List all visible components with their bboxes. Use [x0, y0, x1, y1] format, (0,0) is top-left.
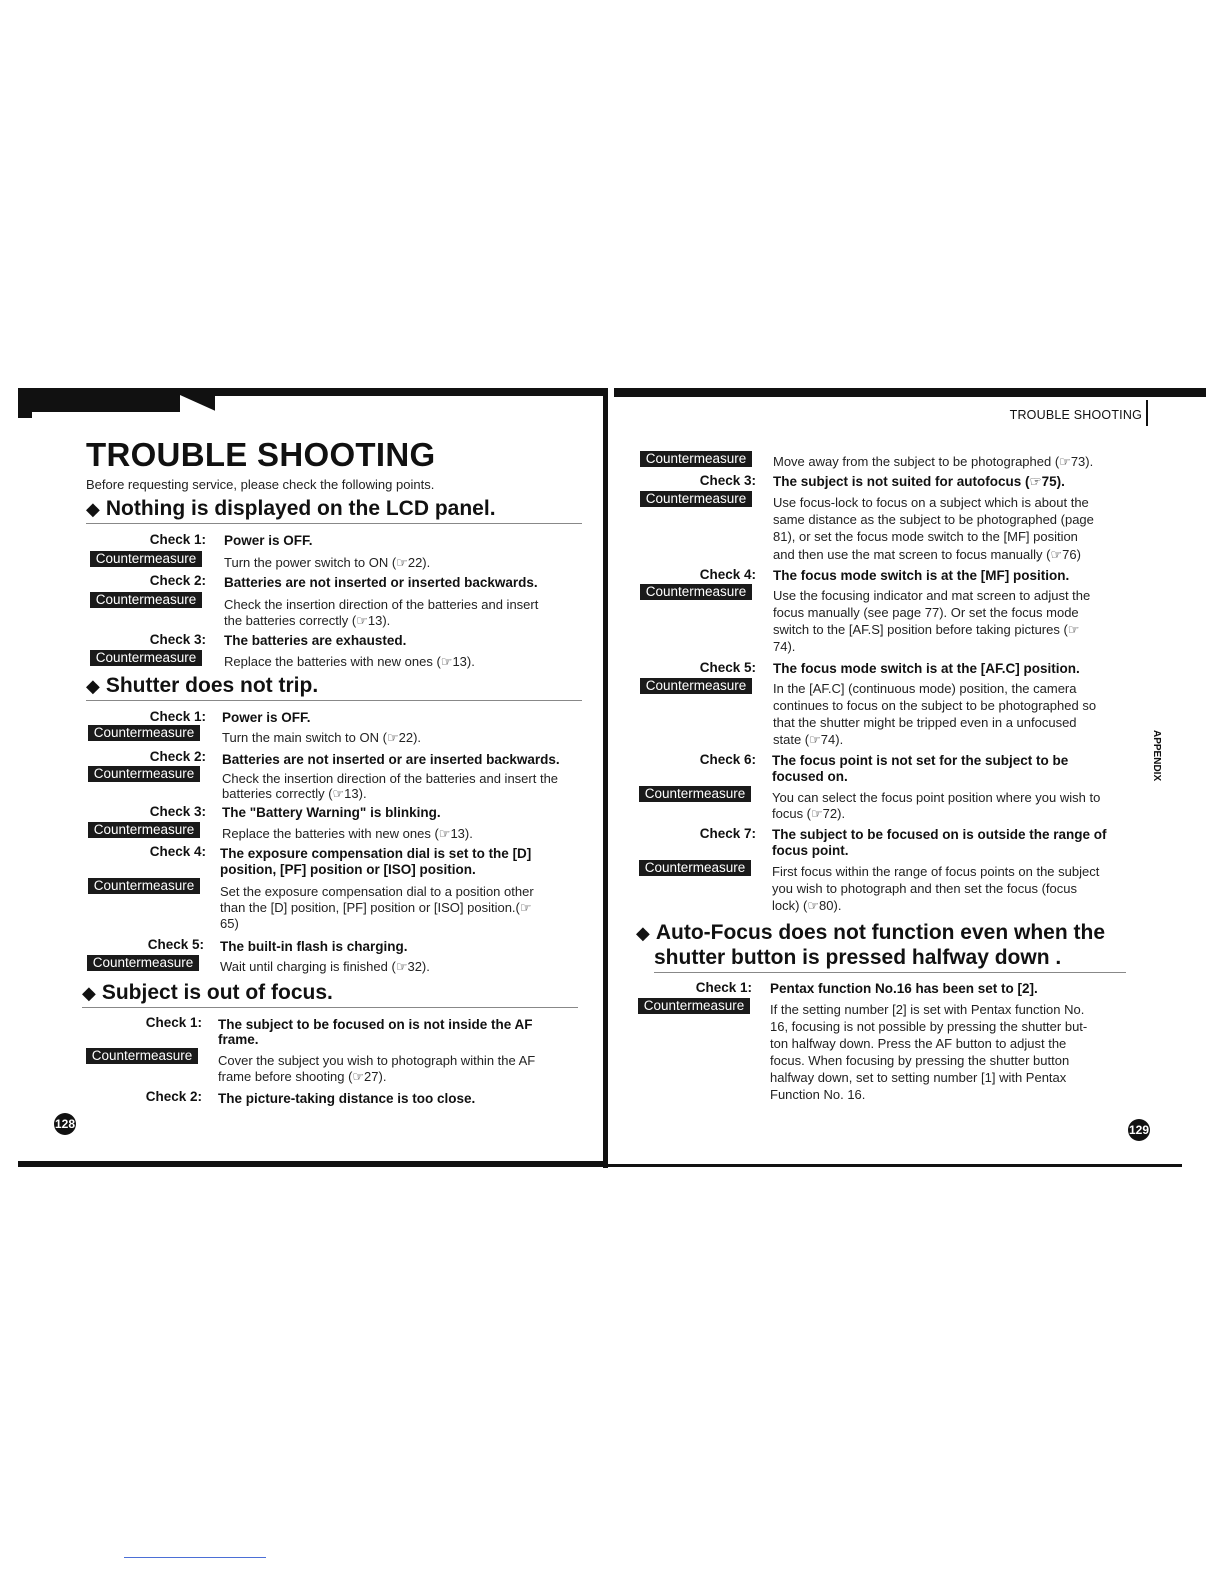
countermeasure-text: 81), or set the focus mode switch to the [MF] position	[773, 529, 1078, 544]
countermeasure-text: Use the focusing indicator and mat screen to adjust the	[773, 588, 1091, 603]
check-text: The batteries are exhausted.	[224, 633, 407, 648]
running-header: TROUBLE SHOOTING	[1009, 408, 1142, 422]
countermeasure-badge: Countermeasure	[88, 822, 200, 838]
countermeasure-text: 16, focusing is not possible by pressing the shutter but-	[770, 1019, 1088, 1034]
check-label: Check 7:	[699, 826, 756, 841]
check-text: The subject is not suited for autofocus (☞75).	[773, 474, 1065, 489]
countermeasure-badge: Countermeasure	[86, 1048, 198, 1064]
countermeasure-text: Check the insertion direction of the batteries and insert the	[222, 771, 559, 786]
check-text: focused on.	[772, 769, 848, 784]
check-label: Check 5:	[147, 937, 204, 952]
countermeasure-text: Check the insertion direction of the batteries and insert	[224, 597, 539, 612]
countermeasure-text: continues to focus on the subject to be photographed so	[773, 698, 1097, 713]
countermeasure-text: Replace the batteries with new ones (☞13).	[222, 826, 473, 841]
check-label: Check 3:	[149, 632, 206, 647]
countermeasure-text: Function No. 16.	[770, 1087, 866, 1102]
check-label: Check 1:	[149, 709, 206, 724]
countermeasure-text: lock) (☞80).	[772, 898, 842, 913]
countermeasure-badge: Countermeasure	[88, 878, 200, 894]
countermeasure-text: batteries correctly (☞13).	[222, 786, 367, 801]
countermeasure-text: In the [AF.C] (continuous mode) position, the camera	[773, 681, 1077, 696]
section-heading-shutter: ◆ Shutter does not trip.	[86, 674, 582, 701]
section-heading-focus: ◆ Subject is out of focus.	[82, 981, 578, 1008]
countermeasure-text: frame before shooting (☞27).	[218, 1069, 387, 1084]
countermeasure-text: 74).	[773, 639, 796, 654]
countermeasure-badge: Countermeasure	[640, 491, 752, 507]
check-text: The "Battery Warning" is blinking.	[222, 805, 441, 820]
countermeasure-badge: Countermeasure	[90, 592, 202, 608]
countermeasure-badge: Countermeasure	[88, 725, 200, 741]
countermeasure-text: First focus within the range of focus points on the subject	[772, 864, 1100, 879]
intro-text: Before requesting service, please check the following points.	[86, 477, 435, 492]
check-text: The picture-taking distance is too close.	[218, 1091, 476, 1106]
countermeasure-text: Wait until charging is finished (☞32).	[220, 959, 430, 974]
check-text: frame.	[218, 1032, 259, 1047]
countermeasure-text: If the setting number [2] is set with Pentax function No.	[770, 1002, 1085, 1017]
countermeasure-text: focus (☞72).	[772, 806, 846, 821]
check-text: The focus mode switch is at the [MF] position.	[773, 568, 1070, 583]
check-text: Batteries are not inserted or inserted backwards.	[224, 575, 538, 590]
header-bar-right	[614, 388, 1206, 397]
countermeasure-text: than the [D] position, [PF] position or [ISO] position.(☞	[220, 900, 532, 915]
countermeasure-text: same distance as the subject to be photographed (page	[773, 512, 1094, 527]
check-label: Check 4:	[149, 844, 206, 859]
countermeasure-text: You can select the focus point position where you wish to	[772, 790, 1101, 805]
check-label: Check 2:	[149, 749, 206, 764]
countermeasure-text: you wish to photograph and then set the focus (focus	[772, 881, 1077, 896]
check-text: Pentax function No.16 has been set to [2].	[770, 981, 1038, 996]
page-number-right: 129	[1128, 1119, 1150, 1141]
countermeasure-badge: Countermeasure	[90, 551, 202, 567]
check-text: Power is OFF.	[224, 533, 313, 548]
check-text: Power is OFF.	[222, 710, 311, 725]
footer-bar-left	[18, 1161, 603, 1167]
countermeasure-text: Replace the batteries with new ones (☞13).	[224, 654, 475, 669]
countermeasure-text: Set the exposure compensation dial to a position other	[220, 884, 534, 899]
section-heading-af: ◆ Auto-Focus does not function even when the	[636, 921, 1106, 944]
check-text: Batteries are not inserted or are inserted backwards.	[222, 752, 560, 767]
countermeasure-text: ton halfway down. Press the AF button to adjust the	[770, 1036, 1067, 1051]
countermeasure-badge: Countermeasure	[90, 650, 202, 666]
check-text: focus point.	[772, 843, 849, 858]
check-label: Check 4:	[699, 567, 756, 582]
page-number-left: 128	[54, 1113, 76, 1135]
countermeasure-text: that the shutter might be tripped even in a unfocused	[773, 715, 1077, 730]
check-label: Check 6:	[699, 752, 756, 767]
countermeasure-badge: Countermeasure	[639, 786, 751, 802]
countermeasure-badge: Countermeasure	[88, 766, 200, 782]
countermeasure-badge: Countermeasure	[87, 955, 199, 971]
countermeasure-badge: Countermeasure	[639, 860, 751, 876]
countermeasure-text: and then use the mat screen to focus manually (☞76)	[773, 547, 1081, 562]
countermeasure-badge: Countermeasure	[640, 584, 752, 600]
check-text: The subject to be focused on is not inside the AF	[218, 1017, 533, 1032]
edge-mark	[18, 390, 32, 418]
header-tick	[1146, 400, 1148, 426]
countermeasure-text: Use focus-lock to focus on a subject which is about the	[773, 495, 1089, 510]
check-label: Check 3:	[149, 804, 206, 819]
countermeasure-text: state (☞74).	[773, 732, 844, 747]
countermeasure-text: focus manually (see page 77). Or set the focus mode	[773, 605, 1079, 620]
countermeasure-text: Cover the subject you wish to photograph within the AF	[218, 1053, 536, 1068]
check-label: Check 1:	[695, 980, 752, 995]
check-label: Check 1:	[149, 532, 206, 547]
countermeasure-text: halfway down, set to setting number [1] with Pentax	[770, 1070, 1067, 1085]
countermeasure-text: Turn the power switch to ON (☞22).	[224, 555, 431, 570]
countermeasure-badge: Countermeasure	[638, 998, 750, 1014]
check-text: The focus point is not set for the subject to be	[772, 753, 1069, 768]
check-text: position, [PF] position or [ISO] position.	[220, 862, 476, 877]
check-text: The subject to be focused on is outside the range of	[772, 827, 1107, 842]
countermeasure-badge: Countermeasure	[640, 451, 752, 467]
countermeasure-text: focus. When focusing by pressing the shutter button	[770, 1053, 1070, 1068]
page-title: TROUBLE SHOOTING	[86, 436, 436, 473]
check-text: The exposure compensation dial is set to the [D]	[220, 846, 532, 861]
section-heading-af-line2: shutter button is pressed halfway down .	[654, 946, 1126, 973]
header-bar-notch	[180, 395, 220, 413]
countermeasure-badge: Countermeasure	[640, 678, 752, 694]
check-text: The focus mode switch is at the [AF.C] position.	[773, 661, 1080, 676]
check-label: Check 2:	[149, 573, 206, 588]
check-text: The built-in flash is charging.	[220, 939, 408, 954]
section-heading-lcd: ◆ Nothing is displayed on the LCD panel.	[86, 497, 582, 524]
page-spine	[603, 388, 608, 1168]
check-label: Check 3:	[699, 473, 756, 488]
countermeasure-text: Move away from the subject to be photographed (☞73).	[773, 454, 1094, 469]
check-label: Check 1:	[145, 1015, 202, 1030]
check-label: Check 2:	[145, 1089, 202, 1104]
countermeasure-text: Turn the main switch to ON (☞22).	[222, 730, 422, 745]
countermeasure-text: 65)	[220, 916, 239, 931]
countermeasure-text: the batteries correctly (☞13).	[224, 613, 391, 628]
countermeasure-text: switch to the [AF.S] position before taking pictures (☞	[773, 622, 1080, 637]
footer-bar-right	[608, 1164, 1182, 1167]
check-label: Check 5:	[699, 660, 756, 675]
appendix-tab: APPENDIX	[1151, 730, 1162, 782]
footnote-rule	[124, 1557, 266, 1558]
header-bar-cutout	[215, 396, 605, 412]
